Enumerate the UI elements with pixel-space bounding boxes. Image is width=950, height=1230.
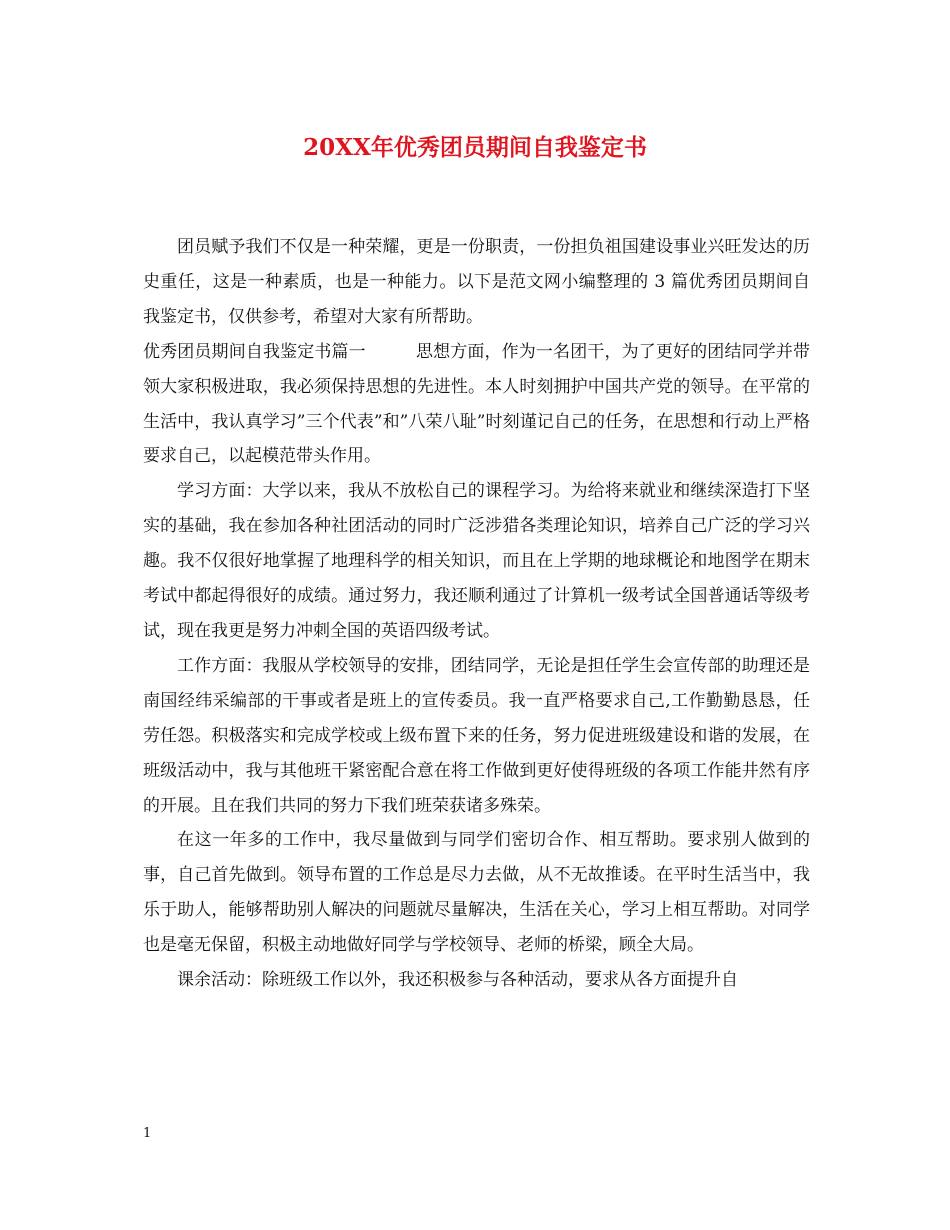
section-heading: 优秀团员期间自我鉴定书篇一 (143, 341, 366, 362)
section-one-paragraph (143, 335, 810, 475)
document-body (143, 230, 810, 998)
cooperation-paragraph: 在这一年多的工作中，我尽量做到与同学们密切合作、相互帮助。要求别人做到的事，自己首先做到。领导布置的工作总是尽力去做，从不无故推诿。在平时生活当中，我乐于助人，能够帮助别人解决的问题就尽量解决，生活在关心，学习上相互帮助。对同学也是毫无保留，积极主动地做好同学与学校领导、老师的桥梁，顾全大局。 (143, 830, 810, 956)
study-paragraph: 学习方面：大学以来，我从不放松自己的课程学习。为给将来就业和继续深造打下坚实的基础，我在参加各种社团活动的同时广泛涉猎各类理论知识，培养自己广泛的学习兴趣。我不仅很好地掌握了地理科学的相关知识，而且在上学期的地球概论和地图学在期末考试中都起得很好的成绩。通过努力，我还顺利通过了计算机一级考试全国普通话等级考试，现在我更是努力冲刺全国的英语四级考试。 (143, 481, 810, 641)
work-paragraph: 工作方面：我服从学校领导的安排，团结同学，无论是担任学生会宣传部的助理还是南国经纬采编部的干事或者是班上的宣传委员。我一直严格要求自己,工作勤勤恳恳，任劳任怨。积极落实和完成学校或上级布置下来的任务，努力促进班级建设和谐的发展，在班级活动中，我与其他班干紧密配合意在将工作做到更好使得班级的各项工作能井然有序的开展。且在我们共同的努力下我们班荣获诸多殊荣。 (143, 655, 810, 816)
document-title: 20XX年优秀团员期间自我鉴定书 (303, 134, 647, 161)
intro-paragraph: 团员赋予我们不仅是一种荣耀，更是一份职责，一份担负祖国建设事业兴旺发达的历史重任，这是一种素质，也是一种能力。以下是范文网小编整理的 3 篇优秀团员期间自我鉴定书，仅供参考，希望对大家有所帮助。 (143, 237, 810, 327)
section-body-text: 思想方面，作为一名团干，为了更好的团结同学并带领大家积极进取，我必须保持思想的先进性。本人时刻拥护中国共产党的领导。在平常的生活中，我认真学习”三个代表”和”八荣八耻”时刻谨记自己的任务，在思想和行动上严格要求自己，以起模范带头作用。 (143, 341, 811, 467)
extracurricular-paragraph: 课余活动：除班级工作以外，我还积极参与各种活动，要求从各方面提升自 (177, 970, 738, 991)
page-number: 1 (143, 1126, 152, 1141)
